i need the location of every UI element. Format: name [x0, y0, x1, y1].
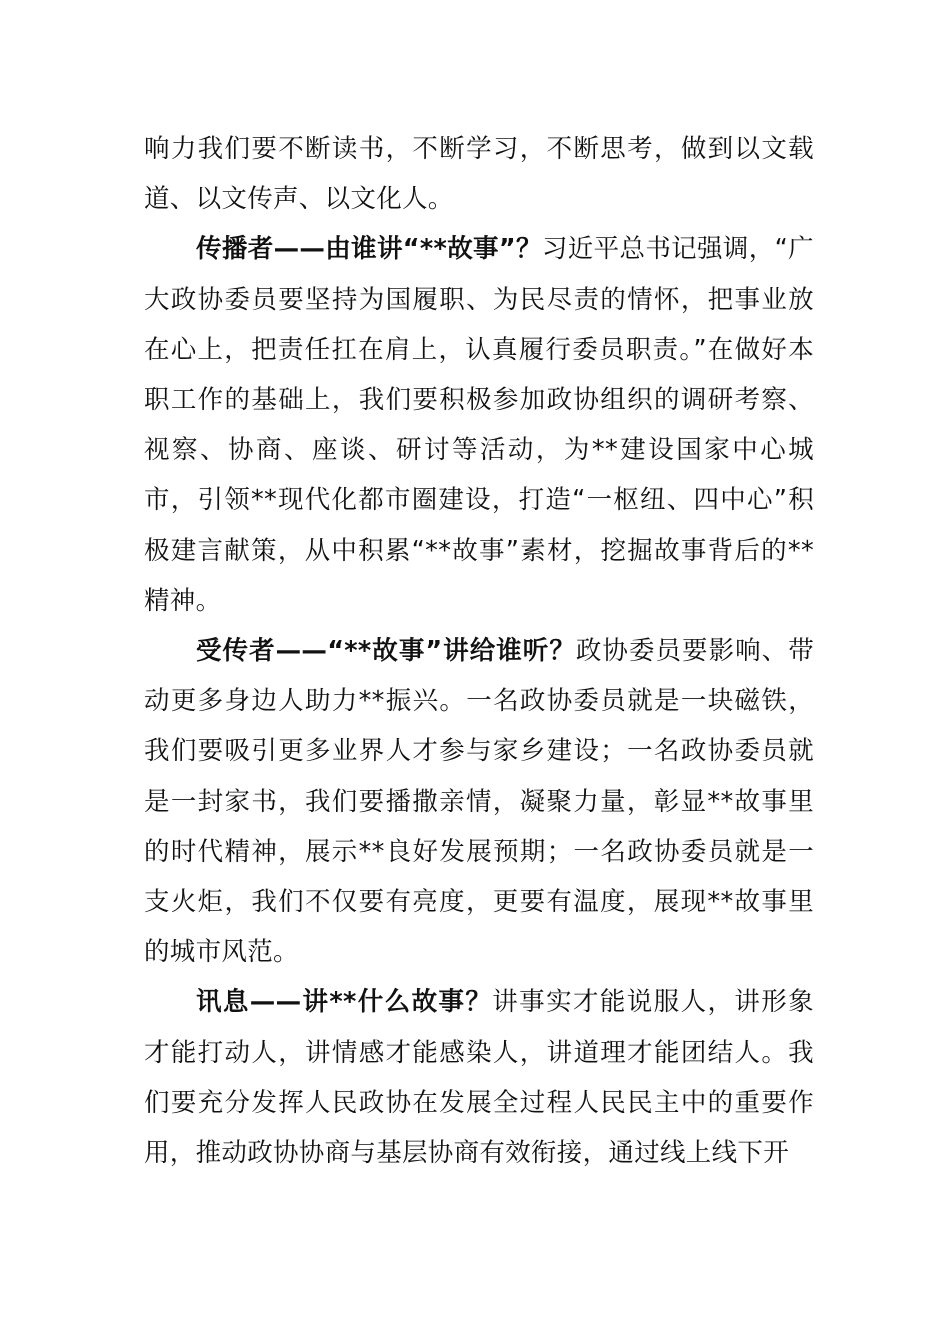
paragraph-text: 响力我们要不断读书，不断学习，不断思考，做到以文载道、以文传声、以文化人。 — [144, 134, 814, 215]
paragraph-text: 政协委员要影响、带动更多身边人助力**振兴。一名政协委员就是一块磁铁，我们要吸引更多业界人才参与家乡建设；一名政协委员就是一封家书，我们要播撒亲情，凝聚力量，彰显**故事里的时代精神，展示**良好发展预期；一名政协委员就是一支火炬，我们不仅要有亮度，更要有温度，展现**故事里的城市风范。 — [144, 636, 814, 968]
paragraph-text: 讲事实才能说服人，讲形象才能打动人，讲情感才能感染人，讲道理才能团结人。我们要充分发挥人民政协在发展全过程人民民主中的重要作用，推动政协协商与基层协商有效衔接，通过线上线下开 — [144, 987, 814, 1169]
paragraph-text: 习近平总书记强调，“广大政协委员要坚持为国履职、为民尽责的情怀，把事业放在心上，把责任扛在肩上，认真履行委员职责。”在做好本职工作的基础上，我们要积极参加政协组织的调研考察、视察、协商、座谈、研讨等活动，为**建设国家中心城市，引领**现代化都市圈建设，打造“一枢纽、四中心”积极建言献策，从中积累“**故事”素材，挖掘故事背后的**精神。 — [144, 234, 814, 616]
paragraph-audience — [144, 626, 814, 977]
paragraph-heading: 传播者——由谁讲“**故事”？ — [196, 234, 542, 265]
paragraph-heading: 受传者——“**故事”讲给谁听？ — [196, 636, 576, 667]
paragraph-continuation — [144, 124, 814, 224]
paragraph-heading: 讯息——讲**什么故事？ — [196, 987, 493, 1018]
paragraph-message — [144, 977, 814, 1178]
paragraph-communicator — [144, 224, 814, 626]
document-body — [144, 124, 814, 1178]
